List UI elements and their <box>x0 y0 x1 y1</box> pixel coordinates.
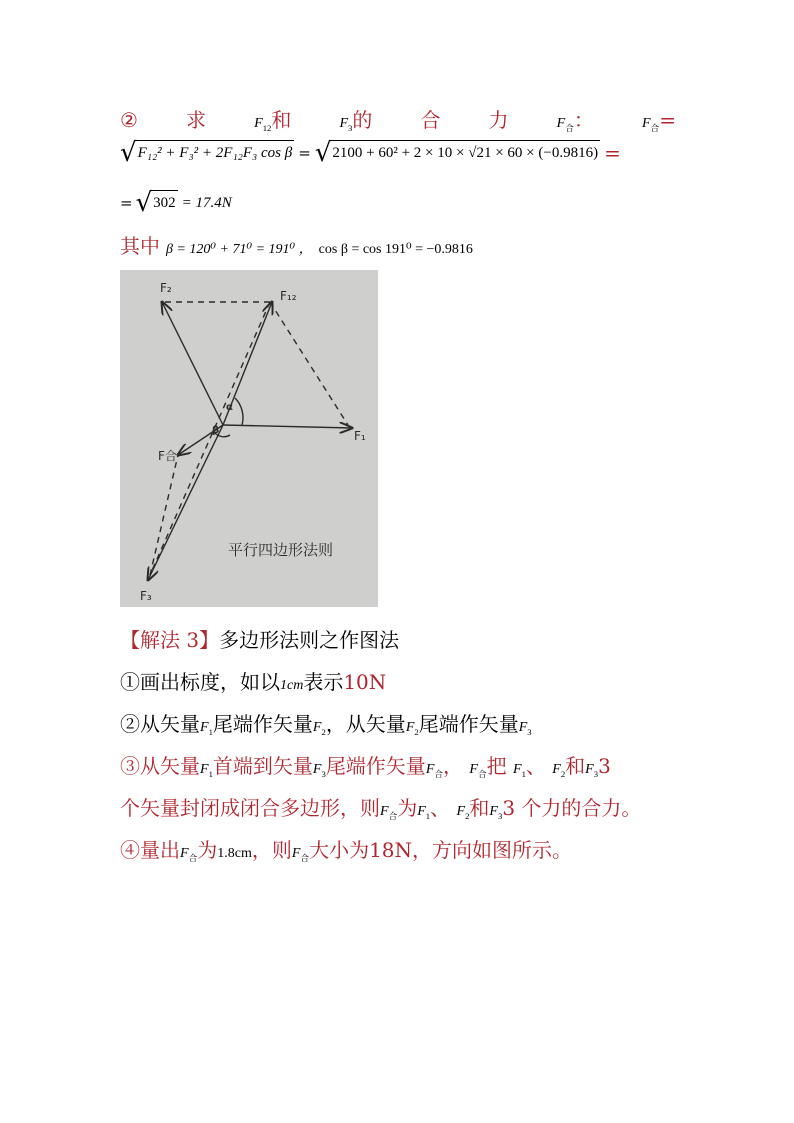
label-beta: β <box>212 425 220 436</box>
f2-vector <box>162 302 223 425</box>
formula-line-2 <box>120 190 232 216</box>
label-alpha: α <box>226 402 233 413</box>
word-qiu: 求 <box>186 108 207 132</box>
dash-diag-1 <box>150 302 270 575</box>
label-f2: F₂ <box>160 281 172 295</box>
solution3-step3-cont: 个矢量封闭成闭合多边形，则$F_合$为$F_1$、 $F_2$和$F_33$ 个力的合力。 <box>120 796 642 821</box>
parallelogram-diagram <box>120 270 378 607</box>
word-he: 合 <box>420 108 441 132</box>
beta-expression: β = 120⁰ + 71⁰ = 191⁰ ， <box>166 242 313 257</box>
result-value: = 17.4N <box>181 194 232 211</box>
solution3-step3: ③从矢量$F_1$首端到矢量$F_3$尾端作矢量$F_合$， $F_合$把 $F_1$、 $F_2$和$F_33$ <box>120 754 611 779</box>
solution3-step2: ②从矢量$F_1$尾端作矢量$F_2$，从矢量$F_2$尾端作矢量$F_3$ <box>120 712 532 737</box>
formula-line-1 <box>120 140 621 166</box>
f1-vector <box>223 425 352 428</box>
solution3-heading: 【解法 3】多边形法则之作图法 <box>120 628 400 652</box>
label-fhe: F合 <box>158 449 177 463</box>
dash-diag-2 <box>150 455 178 575</box>
solution3-step4: ④量出$F_合$为1.8cm，则$F_合$大小为18N，方向如图所示。 <box>120 838 573 863</box>
radical-symbolic: √ F₁₂² + F₃² + 2F₁₂F₃ cos β <box>120 138 293 168</box>
step2-line <box>120 104 676 134</box>
equals-3: = <box>120 194 133 212</box>
figure-caption: 平行四边形法则 <box>228 541 334 559</box>
cos-expression: cos β = cos 191⁰ = −0.9816 <box>318 242 473 257</box>
force-f3: $F_3$的 <box>339 108 373 133</box>
force-diagram-photo <box>120 270 378 607</box>
label-f12: F₁₂ <box>280 289 297 303</box>
equals-2: = <box>604 141 621 165</box>
radical-numeric: √ 2100 + 60² + 2 × 10 × √21 × 60 × (−0.9816) <box>314 138 599 168</box>
where-line <box>120 230 473 259</box>
radical-302: √ 302 <box>135 188 176 218</box>
force-fhe-eq: $F_合=$ <box>641 108 676 133</box>
solution3-step1: ①画出标度，如以1cm表示10N <box>120 670 387 694</box>
where-label: 其中 <box>120 234 160 258</box>
dash-right <box>270 302 348 425</box>
alpha-arc <box>235 398 243 425</box>
word-li: 力 <box>488 108 509 132</box>
step-number: ② <box>120 108 138 132</box>
equals-1: = <box>298 144 311 162</box>
label-f1: F₁ <box>354 429 366 443</box>
force-fhe: $F_合$： <box>556 108 594 133</box>
force-f12: $F_{12}$和 <box>254 108 292 133</box>
label-f3: F₃ <box>140 589 152 603</box>
